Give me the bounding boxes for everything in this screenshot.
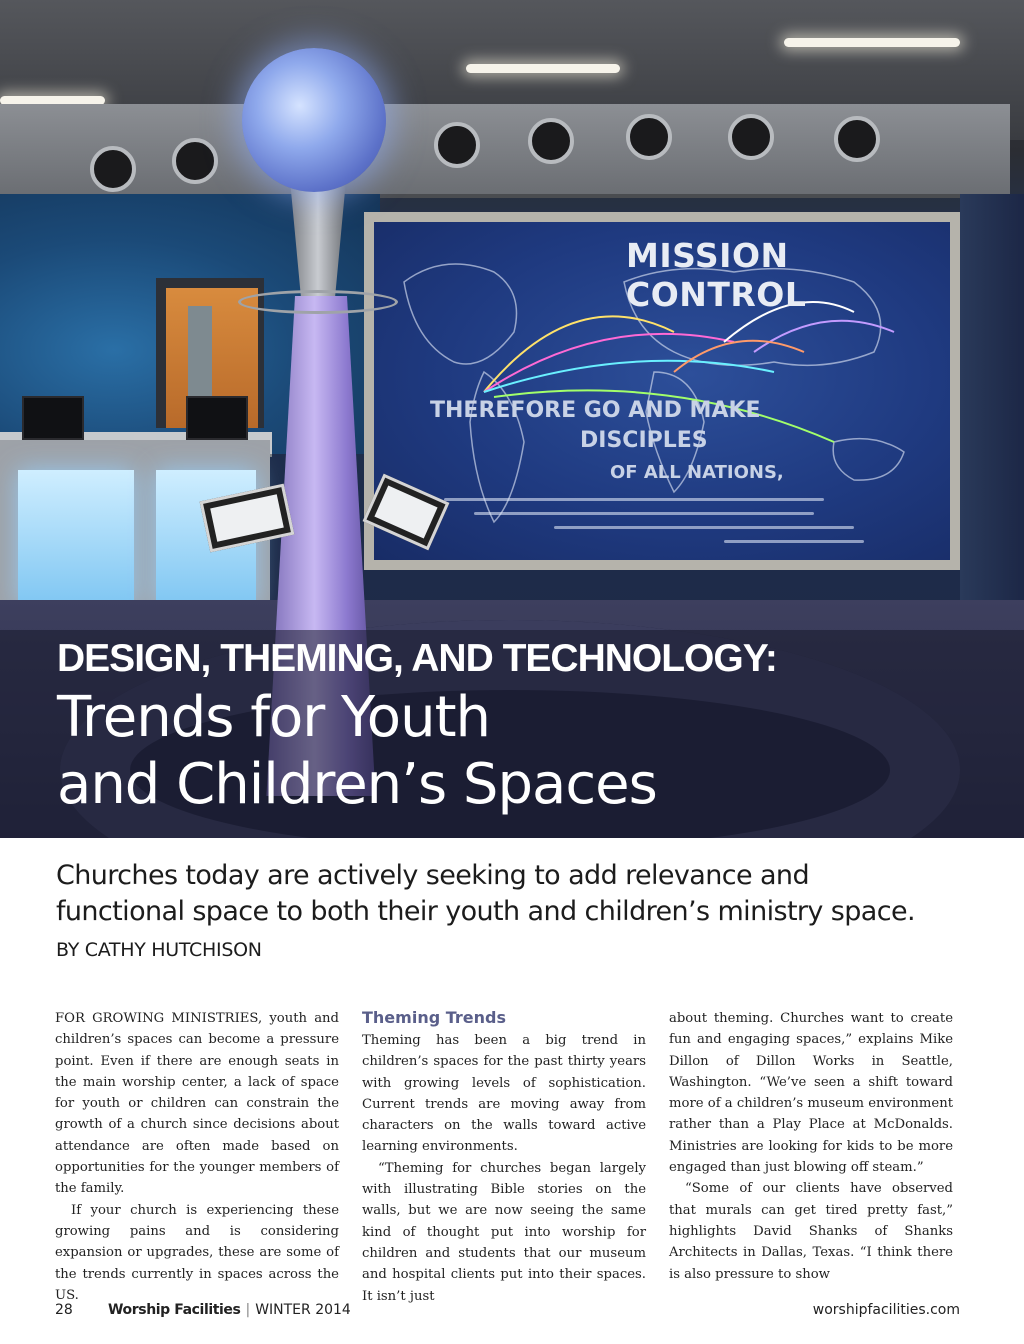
title-line-1: Trends for Youth (57, 685, 491, 750)
right-wall (960, 194, 1024, 634)
title-line-2: and Children’s Spaces (57, 752, 657, 817)
column-3 (669, 1008, 953, 1285)
porthole (528, 118, 574, 164)
tower-ring (238, 290, 398, 314)
paragraph: “Some of our clients have observed that murals can get tired pretty fast,” highlights David Shanks of Shanks Architects in Dallas, Texas. “I think there is also pressure to show (669, 1181, 953, 1282)
verse-fine-print (474, 512, 814, 515)
paragraph: Theming has been a big trend in children’s spaces for the past thirty years with growing levels of sophistication. Current trends are moving away from characters on the walls toward active learning environments. (362, 1033, 646, 1155)
verse-fine-print (724, 540, 864, 543)
article-title (57, 684, 657, 818)
byline: BY CATHY HUTCHISON (56, 939, 262, 961)
porthole (172, 138, 218, 184)
verse-fine-print (444, 498, 824, 501)
world-map-sign (374, 222, 950, 560)
monitor (186, 396, 248, 440)
verse-fine-print (554, 526, 854, 529)
sign-line-2: DISCIPLES (580, 428, 708, 453)
ceiling-light (466, 64, 620, 73)
section-subhead: Theming Trends (362, 1008, 506, 1027)
article-dek (56, 858, 986, 930)
porthole (834, 116, 880, 162)
paragraph: “Theming for churches began largely with illustrating Bible stories on the walls, but we are now seeing the same kind of thought put into worship for children and students that our museum and hospital clients put into their spaces. It isn’t just (362, 1160, 646, 1304)
sign-line-1: THEREFORE GO AND MAKE (430, 398, 761, 423)
ceiling-light (784, 38, 960, 47)
dek-line-1: Churches today are actively seeking to add relevance and (56, 860, 809, 891)
porthole (434, 122, 480, 168)
porthole (626, 114, 672, 160)
paragraph: FOR GROWING MINISTRIES, youth and children’s spaces can become a pressure point. Even if there are enough seats in the main worship center, a lack of space for youth or children can constrain the growth of a church since decisions about attendance are often made based on opportunities for the younger members of the family. (55, 1011, 339, 1197)
glow-panel (18, 470, 134, 606)
column-1 (55, 1008, 339, 1306)
page-number: 28 (55, 1302, 73, 1318)
paragraph: If your church is experiencing these growing pains and is considering expansion or upgrades, these are some of the trends currently in spaces across the US. (55, 1202, 339, 1303)
porthole (90, 146, 136, 192)
article-kicker: DESIGN, THEMING, AND TECHNOLOGY: (57, 637, 777, 680)
column-2 (362, 1008, 646, 1307)
magazine-footer (108, 1302, 351, 1318)
dek-line-2: functional space to both their youth and children’s ministry space. (56, 896, 915, 927)
footer-separator: | (245, 1302, 251, 1318)
magazine-name: Worship Facilities (108, 1302, 241, 1318)
paragraph: about theming. Churches want to create fun and engaging spaces,” explains Mike Dillon of Dillon Works in Seattle, Washington. “We’ve seen a shift toward more of a children’s museum environment rather than a Play Place at McDonalds. Ministries are looking for kids to be more engaged than just blowing off steam.” (669, 1011, 953, 1176)
monitor (22, 396, 84, 440)
sign-line-3: OF ALL NATIONS, (610, 462, 784, 483)
door-window (188, 306, 212, 396)
issue-label: WINTER 2014 (255, 1302, 351, 1318)
glowing-globe (242, 48, 386, 192)
sign-title: MISSION CONTROL (626, 236, 807, 314)
website-url: worshipfacilities.com (812, 1302, 960, 1318)
porthole (728, 114, 774, 160)
